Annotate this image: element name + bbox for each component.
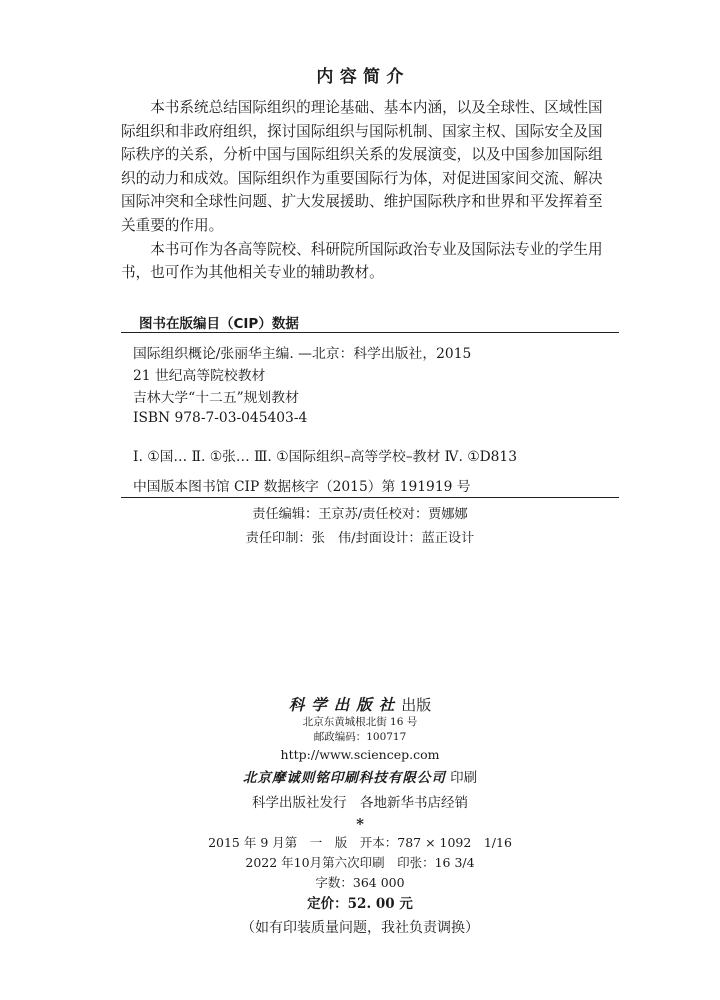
intro-paragraph-2: 本书可作为各高等院校、科研院所国际政治专业及国际法专业的学生用书，也可作为其他相关专业的辅助教材。 — [121, 240, 603, 282]
cip-title-line: 国际组织概论/张丽华主编. —北京：科学出版社，2015 — [133, 346, 472, 362]
cip-classification-line: Ⅰ. ①国… Ⅱ. ①张… Ⅲ. ①国际组织–高等学校–教材 Ⅳ. ①D813 — [133, 449, 517, 465]
printer-name: 北京摩诚则铭印刷科技有限公司 — [242, 770, 446, 786]
quality-notice: （如有印装质量问题，我社负责调换） — [241, 920, 479, 936]
cip-heading: 图书在版编目（CIP）数据 — [139, 316, 299, 332]
cip-record-number-line: 中国版本图书馆 CIP 数据核字（2015）第 191919 号 — [133, 479, 471, 495]
editor-credit-line-1: 责任编辑：王京苏/责任校对：贾娜娜 — [252, 507, 468, 522]
printer-line — [0, 765, 720, 791]
editor-credits — [0, 503, 720, 551]
cip-bottom-rule — [121, 497, 619, 498]
publisher-name: 科学出版社 — [288, 695, 402, 714]
publisher-url: http://www.sciencep.com — [280, 747, 440, 762]
imprint-block — [0, 693, 720, 941]
cip-plan-line: 吉林大学“十二五”规划教材 — [133, 390, 299, 406]
publisher-line — [0, 693, 720, 715]
editor-credit-line-2: 责任印制：张 伟/封面设计：蓝正设计 — [245, 531, 475, 546]
price: 定价：52. 00 元 — [307, 896, 413, 912]
edition-line: 2015 年 9 月第 一 版 开本：787 × 1092 1/16 — [208, 835, 512, 850]
publisher-address: 北京东黄城根北街 16 号 — [302, 716, 418, 728]
print-run-line: 2022 年10月第六次印刷 印张：16 3/4 — [245, 855, 475, 870]
publisher-suffix: 出版 — [401, 696, 432, 714]
word-count: 字数：364 000 — [315, 875, 405, 890]
printer-suffix: 印刷 — [450, 770, 478, 786]
page-title: 内 容 简 介 — [316, 67, 404, 87]
intro-section — [121, 96, 617, 285]
publisher-postcode: 邮政编码：100717 — [313, 731, 407, 743]
separator-star: * — [356, 815, 364, 833]
cip-top-rule — [121, 332, 619, 333]
cip-isbn-line: ISBN 978-7-03-045403-4 — [133, 410, 308, 426]
distribution-line: 科学出版社发行 各地新华书店经销 — [252, 795, 468, 811]
intro-paragraph-1: 本书系统总结国际组织的理论基础、基本内涵，以及全球性、区域性国际组织和非政府组织，探讨国际组织与国际机制、国家主权、国际安全及国际秩序的关系，分析中国与国际组织关系的发展演变，以及中国参加国际组织的动力和成效。国际组织作为重要国际行为体，对促进国家间交流、解决国际冲突和全球性问题、扩大发展援助、维护国际秩序和世界和平发挥着至关重要的作用。 — [121, 99, 603, 234]
cip-series-line: 21 世纪高等院校教材 — [133, 368, 266, 384]
